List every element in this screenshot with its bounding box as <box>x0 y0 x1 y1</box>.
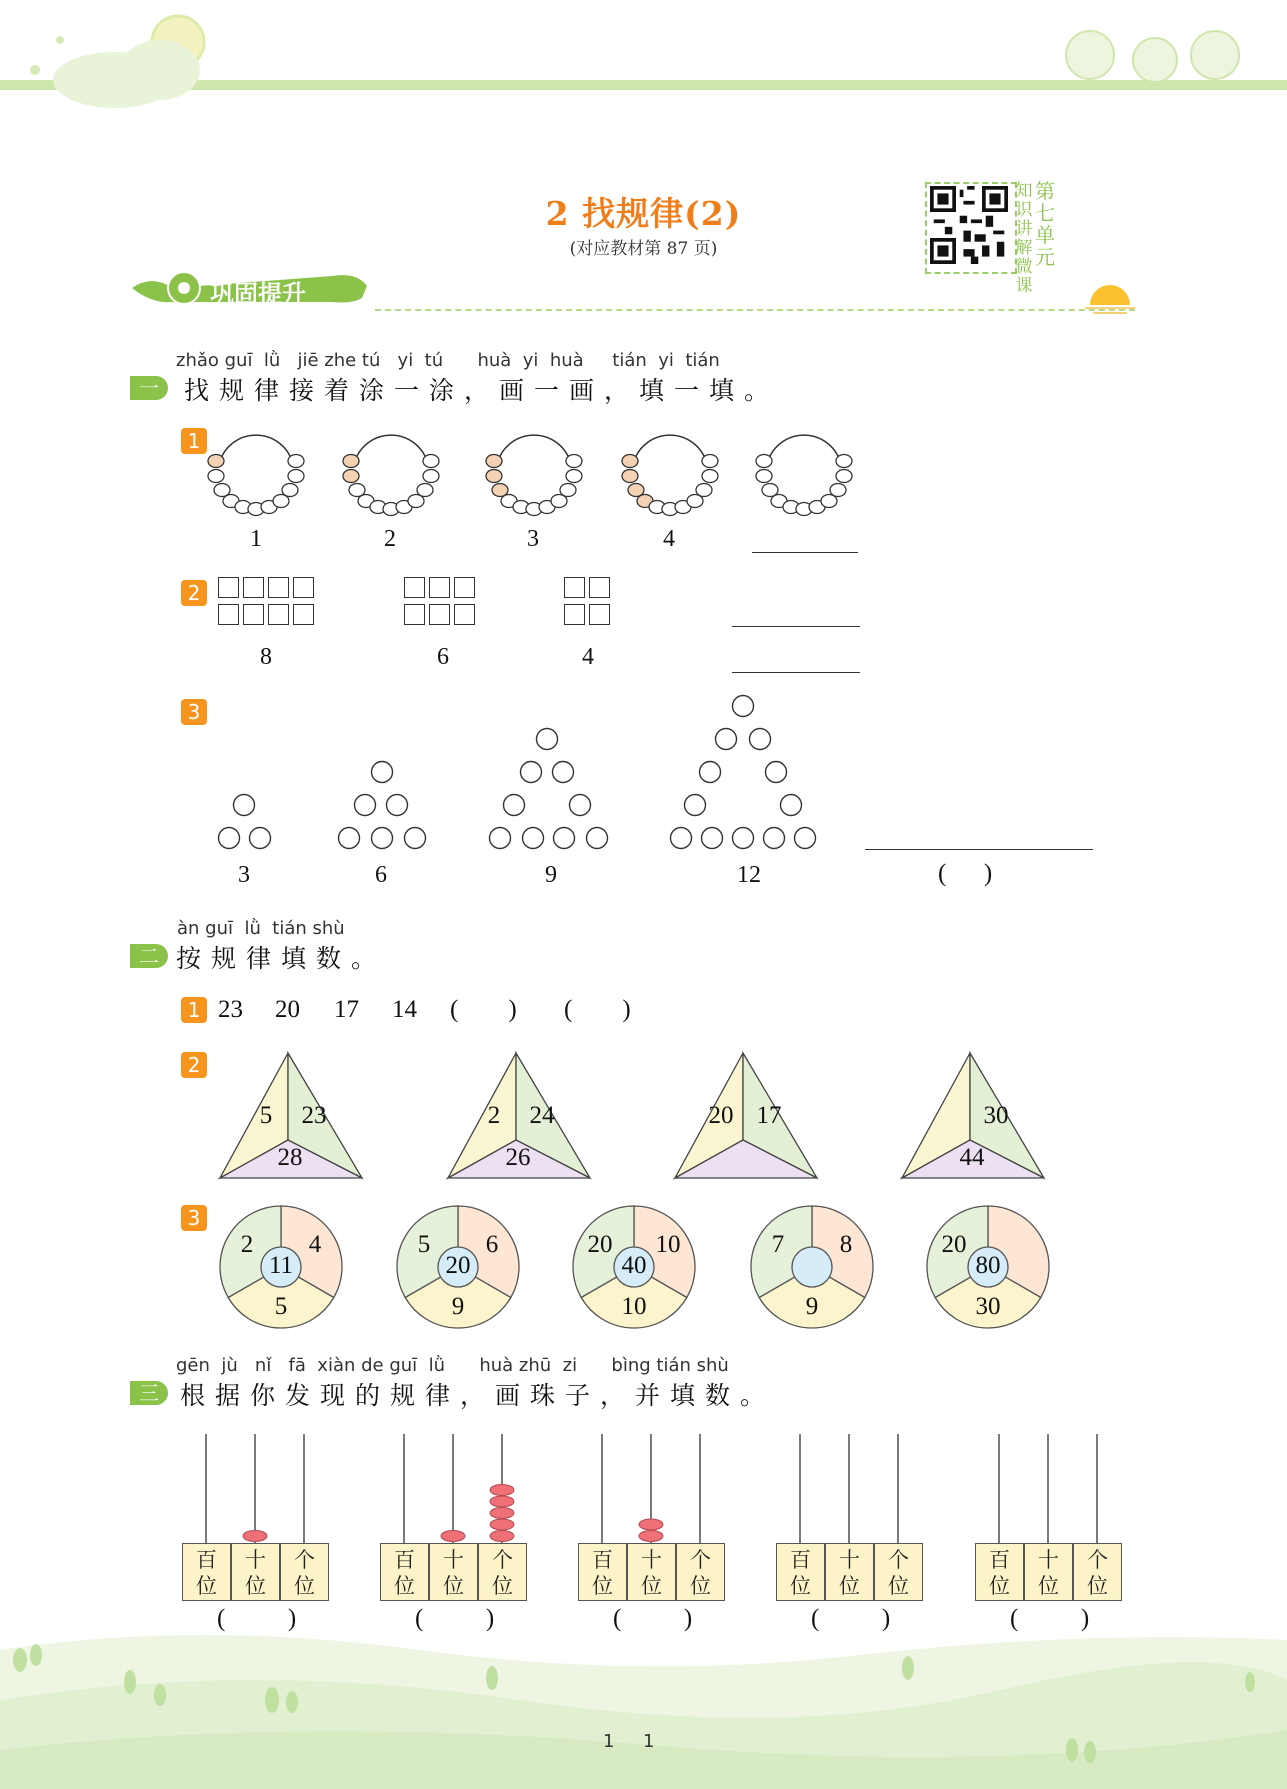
circle-dot <box>554 828 575 849</box>
triangle-label: 9 <box>545 862 557 888</box>
necklace-row <box>200 415 880 520</box>
circle-dot <box>750 729 771 750</box>
abacus-bead <box>243 1531 267 1542</box>
box-label: 8 <box>260 644 272 670</box>
bead <box>696 484 712 497</box>
wheel-center-number: 80 <box>975 1252 1001 1279</box>
bead <box>702 455 718 468</box>
square-box <box>429 577 450 598</box>
square-box <box>243 577 264 598</box>
place-label: 位 <box>245 1574 266 1598</box>
circle-dot <box>523 828 544 849</box>
circle-dot <box>700 762 721 783</box>
q2-part1-badge: 1 <box>181 997 207 1023</box>
circle-dot <box>339 828 360 849</box>
bead <box>622 470 638 483</box>
q1-text: 找规律接着涂一涂，画一画，填一填。 <box>184 376 780 405</box>
place-label: 十 <box>245 1548 266 1572</box>
circle-dot <box>521 762 542 783</box>
circle-dot <box>733 696 754 717</box>
triangle-label: 12 <box>737 862 761 888</box>
abacus-rods[interactable] <box>975 1434 1125 1545</box>
q1-part3-badge: 3 <box>181 699 207 725</box>
circle-dot <box>537 729 558 750</box>
q1-part2-badge: 2 <box>181 580 207 606</box>
seq-item: 17 <box>334 996 359 1023</box>
place-value-cell <box>1024 1543 1073 1601</box>
box-label: 4 <box>582 644 594 670</box>
seq-blank[interactable]: ( ) <box>564 996 631 1023</box>
abacus-bead <box>639 1531 663 1542</box>
square-box <box>454 604 475 625</box>
place-value-cell <box>627 1543 676 1601</box>
square-box <box>218 604 239 625</box>
abacus-answer[interactable]: ( ) <box>613 1605 693 1632</box>
place-label: 十 <box>641 1548 662 1572</box>
circle-dot <box>250 828 271 849</box>
q2-part3-badge: 3 <box>181 1205 207 1231</box>
circle-dot <box>716 729 737 750</box>
place-value-cell <box>578 1543 627 1601</box>
place-label: 个 <box>888 1548 909 1572</box>
necklace <box>486 435 582 515</box>
place-label: 位 <box>641 1574 662 1598</box>
place-label: 位 <box>592 1574 613 1598</box>
circle-dot <box>587 828 608 849</box>
square-box <box>589 577 610 598</box>
answer-line[interactable] <box>732 672 860 673</box>
abacus-answer[interactable]: ( ) <box>1010 1605 1090 1632</box>
wheel-right-number: 6 <box>485 1231 499 1258</box>
animal-heads-icon <box>1050 10 1250 90</box>
circle-dot <box>781 795 802 816</box>
square-box <box>243 604 264 625</box>
circle-dot <box>702 828 723 849</box>
wheel-left-number: 2 <box>240 1231 254 1258</box>
place-label: 位 <box>196 1574 217 1598</box>
wheel-center-number: 11 <box>268 1252 294 1279</box>
wheel-bottom-number: 10 <box>621 1293 647 1320</box>
circle-dot <box>387 795 408 816</box>
banner-divider <box>375 309 1135 311</box>
wheel-center-number: 40 <box>621 1252 647 1279</box>
square-box <box>564 577 585 598</box>
triangle-left-number: 2 <box>487 1102 501 1129</box>
bead[interactable] <box>836 470 852 483</box>
place-label: 位 <box>294 1574 315 1598</box>
triangle-left-number: 5 <box>259 1102 273 1129</box>
place-value-cell <box>1073 1543 1122 1601</box>
q3-pinyin: gēn jù nǐ fā xiàn de guī lǜ huà zhū zi bìng tián shù <box>176 1355 729 1376</box>
place-label: 个 <box>690 1548 711 1572</box>
place-label: 百 <box>394 1548 415 1572</box>
place-label: 位 <box>989 1574 1010 1598</box>
q1-pinyin: zhǎo guī lǜ jiē zhe tú yi tú huà yi huà tián yi tián <box>176 350 720 371</box>
seq-item: 23 <box>218 996 243 1023</box>
bead <box>288 470 304 483</box>
answer-line[interactable] <box>752 552 858 553</box>
q2-label: 二 <box>130 944 168 968</box>
hills-background <box>0 1620 1287 1789</box>
wheel-bottom-number: 9 <box>805 1293 819 1320</box>
place-label: 位 <box>443 1574 464 1598</box>
unit-label-col2: 知 识 讲 解 微 课 <box>1015 181 1033 296</box>
place-label: 十 <box>443 1548 464 1572</box>
necklace-label: 1 <box>250 526 262 552</box>
abacus-bead <box>490 1519 514 1530</box>
wheel-bottom-number: 5 <box>274 1293 288 1320</box>
square-box <box>268 604 289 625</box>
number-triangle <box>673 1050 823 1180</box>
necklace <box>343 435 439 515</box>
place-value-cell <box>429 1543 478 1601</box>
bead <box>343 470 359 483</box>
bead <box>486 455 502 468</box>
triangle-bottom-number: 28 <box>277 1144 303 1171</box>
abacus-answer[interactable]: ( ) <box>415 1605 495 1632</box>
unit-label-col1: 第 七 单 元 <box>1035 179 1055 269</box>
necklace-label: 3 <box>527 526 539 552</box>
abacus-rods[interactable] <box>182 1434 332 1545</box>
circle-dot <box>490 828 511 849</box>
wheel-left-number: 20 <box>587 1231 613 1258</box>
answer-paren[interactable]: ( ) <box>938 860 993 887</box>
place-value-cell <box>874 1543 923 1601</box>
triangle-right-number: 23 <box>301 1102 327 1129</box>
seq-item: 20 <box>275 996 300 1023</box>
bead[interactable] <box>836 455 852 468</box>
q1-part1-badge: 1 <box>181 428 207 454</box>
bead <box>288 455 304 468</box>
bead[interactable] <box>756 455 772 468</box>
q2-part2-badge: 2 <box>181 1052 207 1078</box>
circle-dot <box>795 828 816 849</box>
place-label: 位 <box>839 1574 860 1598</box>
circle-dot <box>405 828 426 849</box>
square-box <box>293 604 314 625</box>
q2-text: 按规律填数。 <box>176 944 387 973</box>
place-label: 位 <box>394 1574 415 1598</box>
place-label: 百 <box>196 1548 217 1572</box>
triangle-left-number: 20 <box>708 1102 734 1129</box>
place-label: 位 <box>888 1574 909 1598</box>
square-box <box>293 577 314 598</box>
square-box <box>404 577 425 598</box>
necklace-label: 4 <box>663 526 675 552</box>
qr-code-icon[interactable] <box>930 186 1008 264</box>
bead <box>423 455 439 468</box>
triangle-right-number: 24 <box>529 1102 555 1129</box>
triangle-right-number: 17 <box>756 1102 782 1129</box>
abacus-bead <box>490 1531 514 1542</box>
bead <box>343 455 359 468</box>
bead[interactable] <box>756 470 772 483</box>
abacus-bead <box>490 1496 514 1507</box>
place-label: 百 <box>989 1548 1010 1572</box>
abacus-rods[interactable] <box>578 1434 728 1545</box>
circle-dot <box>733 828 754 849</box>
wheel-right-number: 8 <box>839 1231 853 1258</box>
q2-pinyin: àn guī lǜ tián shù <box>177 918 345 939</box>
circle-dot <box>355 795 376 816</box>
place-label: 百 <box>790 1548 811 1572</box>
abacus-answer[interactable]: ( ) <box>217 1605 297 1632</box>
place-label: 位 <box>1087 1574 1108 1598</box>
abacus-bead <box>441 1531 465 1542</box>
bead <box>560 484 576 497</box>
place-label: 位 <box>492 1574 513 1598</box>
place-value-cell <box>231 1543 280 1601</box>
place-label: 个 <box>294 1548 315 1572</box>
triangle-label: 3 <box>238 862 250 888</box>
place-value-cell <box>478 1543 527 1601</box>
place-label: 十 <box>839 1548 860 1572</box>
place-label: 位 <box>790 1574 811 1598</box>
sunset-icon <box>1085 280 1135 320</box>
wheel-left-number: 20 <box>941 1231 967 1258</box>
seq-blank[interactable]: ( ) <box>450 996 517 1023</box>
wheel-right-number: 4 <box>308 1231 322 1258</box>
wheel-bottom-number: 30 <box>975 1293 1001 1320</box>
square-box <box>564 604 585 625</box>
place-label: 位 <box>690 1574 711 1598</box>
place-value-cell <box>825 1543 874 1601</box>
necklace-label: 2 <box>384 526 396 552</box>
square-box <box>589 604 610 625</box>
place-label: 位 <box>1038 1574 1059 1598</box>
bead <box>282 484 298 497</box>
abacus-rods[interactable] <box>776 1434 926 1545</box>
abacus-bead <box>490 1485 514 1496</box>
place-value-cell <box>380 1543 429 1601</box>
abacus-rods[interactable] <box>380 1434 530 1545</box>
abacus-bead <box>490 1508 514 1519</box>
place-value-cell <box>182 1543 231 1601</box>
place-value-cell <box>280 1543 329 1601</box>
abacus-bead <box>639 1519 663 1530</box>
place-label: 个 <box>492 1548 513 1572</box>
bead <box>566 455 582 468</box>
cloud-sun-icon <box>20 0 220 115</box>
wheel-bottom-number: 9 <box>451 1293 465 1320</box>
place-value-cell <box>975 1543 1024 1601</box>
bead[interactable] <box>830 484 846 497</box>
necklace <box>622 435 718 515</box>
place-value-cell <box>776 1543 825 1601</box>
circle-dot <box>504 795 525 816</box>
bead <box>702 470 718 483</box>
bead <box>208 470 224 483</box>
circle-dot <box>553 762 574 783</box>
circle-dot <box>570 795 591 816</box>
bead <box>622 455 638 468</box>
q1-label: 一 <box>130 376 168 400</box>
necklace <box>756 435 852 515</box>
q3-text: 根据你发现的规律，画珠子，并填数。 <box>180 1381 776 1410</box>
bead <box>566 470 582 483</box>
place-label: 十 <box>1038 1548 1059 1572</box>
seq-item: 14 <box>392 996 417 1023</box>
banner-label: 巩固提升 <box>210 280 306 308</box>
place-label: 个 <box>1087 1548 1108 1572</box>
circle-dot <box>372 762 393 783</box>
triangle-label: 6 <box>375 862 387 888</box>
wheel-center-number: 20 <box>445 1252 471 1279</box>
q3-label: 三 <box>130 1381 168 1405</box>
bead <box>208 455 224 468</box>
triangle-bottom-number: 44 <box>959 1144 985 1171</box>
square-box <box>218 577 239 598</box>
circle-dot <box>234 795 255 816</box>
page-subtitle: (对应教材第 87 页) <box>569 239 718 259</box>
place-label: 百 <box>592 1548 613 1572</box>
box-label: 6 <box>437 644 449 670</box>
wheel-left-number: 5 <box>417 1231 431 1258</box>
square-box <box>404 604 425 625</box>
circle-dot <box>685 795 706 816</box>
bead <box>423 470 439 483</box>
page-number: 1 1 <box>603 1731 655 1752</box>
answer-line[interactable] <box>865 849 1093 850</box>
circle-dot <box>764 828 785 849</box>
necklace <box>208 435 304 515</box>
circle-dot <box>766 762 787 783</box>
bead <box>486 470 502 483</box>
wheel-right-number: 10 <box>655 1231 681 1258</box>
circle-dot <box>219 828 240 849</box>
place-value-cell <box>676 1543 725 1601</box>
triangle-bottom-number: 26 <box>505 1144 531 1171</box>
answer-line[interactable] <box>732 626 860 627</box>
square-box <box>268 577 289 598</box>
abacus-answer[interactable]: ( ) <box>811 1605 891 1632</box>
wheel-left-number: 7 <box>771 1231 785 1258</box>
triangle-right-number: 30 <box>983 1102 1009 1129</box>
square-box <box>429 604 450 625</box>
square-box <box>454 577 475 598</box>
circle-dot <box>372 828 393 849</box>
circle-triangles <box>200 690 840 860</box>
bead <box>417 484 433 497</box>
circle-dot <box>671 828 692 849</box>
page-title: 2 找规律(2) <box>545 194 742 233</box>
